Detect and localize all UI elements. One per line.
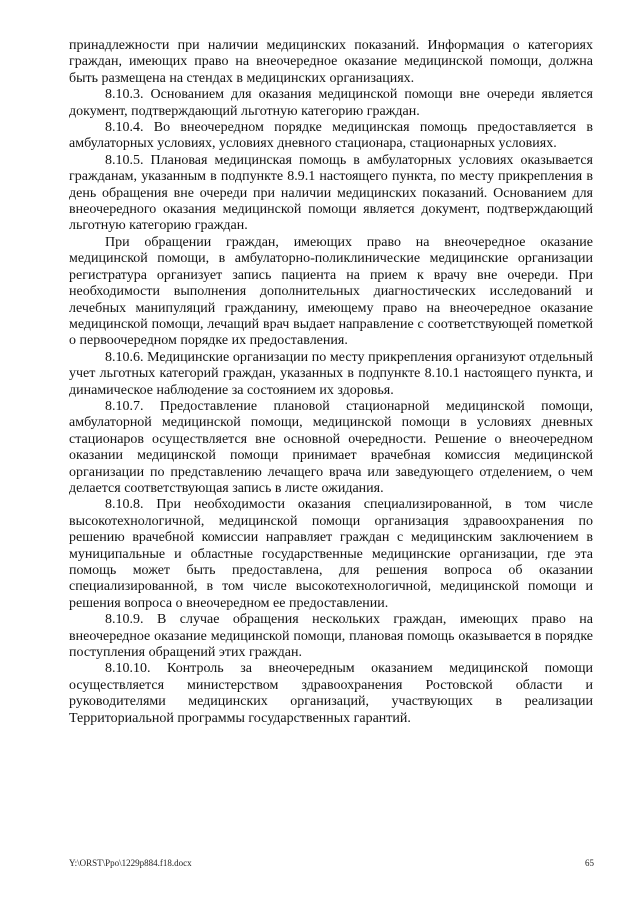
- paragraph-8-10-4: 8.10.4. Во внеочередном порядке медицинская помощь предоставляется в амбулаторных условиях, условиях дневного стационара, стационарных условиях.: [69, 120, 593, 152]
- paragraph-8-10-7: 8.10.7. Предоставление плановой стационарной медицинской помощи, амбулаторной медицинской помощи, медицинской помощи в условиях дневных стационаров осуществляется вне основной очередности. Решение о внеочередном оказании медицинской помощи принимает врачебная комиссия медицинской организации по представлению лечащего врача или заведующего отделением, о чем делается соответствующая запись в листе ожидания.: [69, 398, 593, 496]
- footer-file-path: Y:\ORST\Ppo\1229p884.f18.docx: [69, 858, 192, 868]
- document-body: [69, 38, 593, 727]
- paragraph-8-10-5: 8.10.5. Плановая медицинская помощь в амбулаторных условиях оказывается гражданам, указанным в подпункте 8.9.1 настоящего пункта, по месту прикрепления в день обращения вне очереди при наличии медицинских показаний. Основанием для внеочередного оказания медицинской помощи является документ, подтверждающий льготную категорию граждан.: [69, 152, 593, 234]
- paragraph-8-10-9: 8.10.9. В случае обращения нескольких граждан, имеющих право на внеочередное оказание медицинской помощи, плановая помощь оказывается в порядке поступления обращений этих граждан.: [69, 612, 593, 661]
- paragraph-8-10-8: 8.10.8. При необходимости оказания специализированной, в том числе высокотехнологичной, медицинской помощи организация здравоохранения по решению врачебной комиссии направляет граждан с медицинским заключением в муниципальные и областные государственные медицинские организации, где эта помощь может быть предоставлена, для решения вопроса об оказании специализированной, в том числе высокотехнологичной, медицинской помощи и решения вопроса о внеочередном ее предоставлении.: [69, 497, 593, 611]
- footer-page-number: 65: [585, 858, 594, 868]
- paragraph-8-10-6: 8.10.6. Медицинские организации по месту прикрепления организуют отдельный учет льготных категорий граждан, указанных в подпункте 8.10.1 настоящего пункта, и динамическое наблюдение за состоянием их здоровья.: [69, 349, 593, 398]
- paragraph-8-10-3: 8.10.3. Основанием для оказания медицинской помощи вне очереди является документ, подтверждающий льготную категорию граждан.: [69, 87, 593, 119]
- paragraph-continuation: принадлежности при наличии медицинских показаний. Информация о категориях граждан, имеющих право на внеочередное оказание медицинской помощи, должна быть размещена на стендах в медицинских организациях.: [69, 38, 593, 86]
- paragraph-appointment-procedure: При обращении граждан, имеющих право на внеочередное оказание медицинской помощи, в амбулаторно-поликлинические медицинские организации регистратура организует запись пациента на прием к врачу вне очереди. При необходимости выполнения дополнительных диагностических исследований и лечебных манипуляций гражданину, имеющему право на внеочередное оказание медицинской помощи, лечащий врач выдает направление с соответствующей пометкой о первоочередном порядке их предоставления.: [69, 234, 593, 349]
- paragraph-8-10-10: 8.10.10. Контроль за внеочередным оказанием медицинской помощи осуществляется министерством здравоохранения Ростовской области и руководителями медицинских организаций, участвующих в реализации Территориальной программы государственных гарантий.: [69, 661, 593, 726]
